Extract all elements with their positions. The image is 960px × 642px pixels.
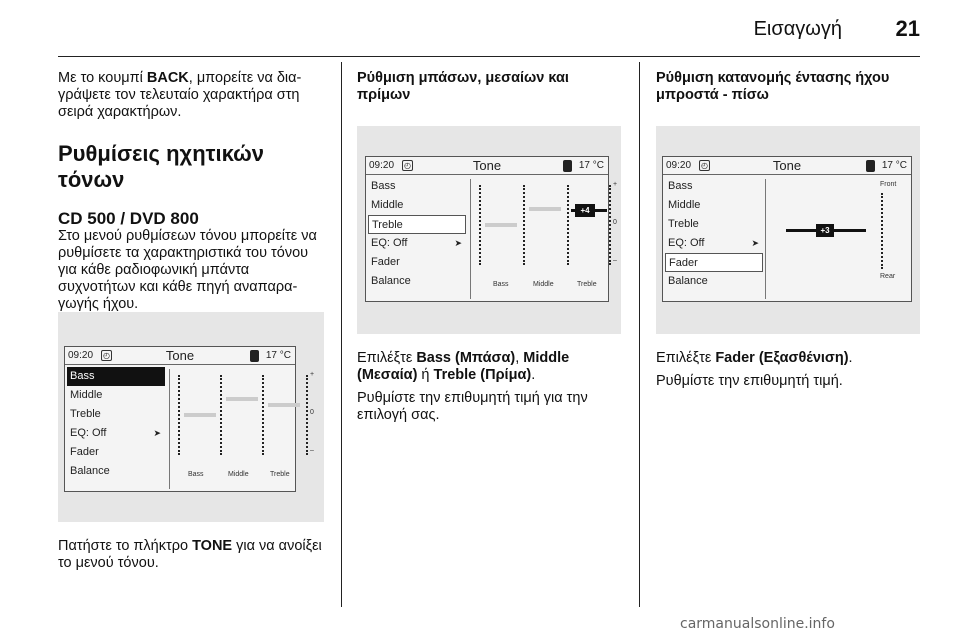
section-heading: Ρυθμίσεις ηχητικών τόνων bbox=[58, 141, 264, 192]
select-paragraph: Επιλέξτε Bass (Μπάσα), Middle (Μεσαία) ή Treble (Πρίμα). bbox=[357, 350, 570, 383]
menu-item-treble[interactable]: Treble bbox=[368, 215, 466, 234]
fader-heading: Ρύθμιση κατανομής έντασης ήχου μπροστά - πίσω bbox=[656, 70, 890, 103]
column-2-text bbox=[357, 350, 625, 424]
label-treble: Treble bbox=[270, 471, 290, 478]
clock-time: 09:20 bbox=[68, 350, 94, 361]
tone-screen bbox=[64, 346, 315, 492]
phone-icon bbox=[250, 350, 259, 362]
figure-tone-menu-fader bbox=[656, 126, 920, 334]
watermark-footer: carmanualsonline.info bbox=[680, 616, 835, 632]
scale-minus: – bbox=[613, 257, 617, 264]
treble-level-bar bbox=[268, 403, 300, 407]
figure-tone-menu-bass bbox=[58, 312, 324, 522]
arrow-right-icon: ➤ bbox=[454, 238, 462, 248]
eq-panel bbox=[470, 179, 618, 299]
header-rule bbox=[58, 56, 920, 57]
menu-item-fader[interactable]: Fader bbox=[665, 253, 763, 272]
status-bar bbox=[65, 347, 295, 365]
bass-slider[interactable] bbox=[178, 375, 180, 455]
screen-title: Tone bbox=[472, 158, 502, 173]
treble-value-knob[interactable]: +4 bbox=[575, 204, 595, 217]
status-bar bbox=[366, 157, 608, 175]
menu-item-eq[interactable]: EQ: Off ➤ bbox=[665, 234, 763, 253]
tone-menu bbox=[67, 367, 165, 481]
middle-level-bar bbox=[226, 397, 258, 401]
temperature: 17 °C bbox=[881, 160, 907, 171]
figure-tone-menu-treble bbox=[357, 126, 621, 334]
phone-icon bbox=[563, 160, 572, 172]
menu-item-bass[interactable]: Bass bbox=[668, 180, 693, 192]
screen-title: Tone bbox=[772, 158, 802, 173]
clock-icon: ◴ bbox=[699, 160, 710, 171]
menu-item-balance[interactable]: Balance bbox=[668, 275, 708, 287]
scale-slider bbox=[306, 375, 308, 455]
tone-key: TONE bbox=[192, 538, 233, 554]
select-fader-paragraph: Επιλέξτε Fader (Εξασθένιση). bbox=[656, 350, 853, 366]
menu-item-middle[interactable]: Middle bbox=[70, 389, 103, 401]
column-2 bbox=[357, 70, 625, 104]
section-title: Εισαγωγή bbox=[753, 18, 842, 40]
scale-plus: + bbox=[310, 371, 315, 378]
menu-item-middle[interactable]: Middle bbox=[371, 199, 404, 211]
scale-zero: 0 bbox=[310, 409, 314, 416]
menu-item-balance[interactable]: Balance bbox=[371, 275, 411, 287]
temperature: 17 °C bbox=[578, 160, 604, 171]
middle-level-bar bbox=[529, 207, 561, 211]
tone-menu bbox=[665, 177, 763, 291]
column-divider-2 bbox=[639, 62, 640, 607]
menu-item-bass[interactable]: Bass bbox=[371, 180, 396, 192]
fader-panel bbox=[765, 179, 909, 299]
treble-slider[interactable] bbox=[262, 375, 264, 455]
label-rear: Rear bbox=[880, 273, 896, 280]
clock-time: 09:20 bbox=[666, 160, 692, 171]
back-paragraph: Με το κουμπί BACK, μπορείτε να δια-γράψετε τον τελευταίο χαρακτήρα στη σειρά χαρακτήρων. bbox=[58, 70, 302, 120]
menu-item-eq[interactable]: EQ: Off ➤ bbox=[368, 234, 466, 253]
adjust-paragraph: Ρυθμίστε την επιθυμητή τιμή για την επιλογή σας. bbox=[357, 390, 588, 423]
middle-slider[interactable] bbox=[523, 185, 525, 265]
menu-item-fader[interactable]: Fader bbox=[371, 256, 400, 268]
label-bass: Bass bbox=[188, 471, 204, 478]
menu-item-eq[interactable]: EQ: Off ➤ bbox=[67, 424, 165, 443]
label-front: Front bbox=[880, 181, 897, 188]
screen-title: Tone bbox=[165, 348, 195, 363]
column-1 bbox=[58, 70, 328, 313]
column-divider-1 bbox=[341, 62, 342, 607]
label-bass: Bass bbox=[493, 281, 509, 288]
tone-screen bbox=[662, 156, 912, 302]
menu-item-treble[interactable]: Treble bbox=[70, 408, 101, 420]
treble-slider[interactable] bbox=[567, 185, 569, 265]
bass-middle-treble-heading: Ρύθμιση μπάσων, μεσαίων και πρίμων bbox=[357, 70, 569, 103]
menu-item-treble[interactable]: Treble bbox=[668, 218, 699, 230]
page-number: 21 bbox=[895, 16, 920, 41]
bass-slider[interactable] bbox=[479, 185, 481, 265]
clock-time: 09:20 bbox=[369, 160, 395, 171]
tone-key-text: Πατήστε το πλήκτρο TONE για να ανοίξει το μενού τόνου. bbox=[58, 538, 322, 571]
temperature: 17 °C bbox=[265, 350, 291, 361]
fader-slider[interactable] bbox=[881, 193, 883, 269]
phone-icon bbox=[866, 160, 875, 172]
menu-item-middle[interactable]: Middle bbox=[668, 199, 701, 211]
scale-minus: – bbox=[310, 447, 314, 454]
clock-icon: ◴ bbox=[402, 160, 413, 171]
label-middle: Middle bbox=[228, 471, 249, 478]
status-bar bbox=[663, 157, 911, 175]
menu-item-fader[interactable]: Fader bbox=[70, 446, 99, 458]
back-key: BACK bbox=[146, 70, 189, 86]
label-treble: Treble bbox=[577, 281, 597, 288]
tone-intro-paragraph: Στο μενού ρυθμίσεων τόνου μπορείτε να ρυθμίσετε τα χαρακτηριστικά του τόνου για κάθε ραδιοφωνική μπάντα συχνοτήτων και κάθε πηγή αναπαρα-γωγής ήχου. bbox=[58, 228, 317, 312]
clock-icon: ◴ bbox=[101, 350, 112, 361]
fader-value-knob[interactable]: +3 bbox=[816, 224, 834, 237]
column-3-text bbox=[656, 350, 920, 390]
scale-slider bbox=[609, 185, 611, 265]
page-header bbox=[0, 0, 960, 52]
middle-slider[interactable] bbox=[220, 375, 222, 455]
bass-level-bar bbox=[184, 413, 216, 417]
scale-plus: + bbox=[613, 181, 618, 188]
model-heading: CD 500 / DVD 800 bbox=[58, 209, 199, 228]
arrow-right-icon: ➤ bbox=[153, 428, 161, 438]
arrow-right-icon: ➤ bbox=[751, 238, 759, 248]
scale-zero: 0 bbox=[613, 219, 617, 226]
column-3 bbox=[656, 70, 920, 104]
menu-item-balance[interactable]: Balance bbox=[70, 465, 110, 477]
adjust-fader-paragraph: Ρυθμίστε την επιθυμητή τιμή. bbox=[656, 373, 843, 389]
bass-level-bar bbox=[485, 223, 517, 227]
tone-menu bbox=[368, 177, 466, 291]
eq-panel bbox=[169, 369, 315, 489]
tone-screen bbox=[365, 156, 618, 302]
menu-item-bass[interactable]: Bass bbox=[67, 367, 165, 386]
label-middle: Middle bbox=[533, 281, 554, 288]
